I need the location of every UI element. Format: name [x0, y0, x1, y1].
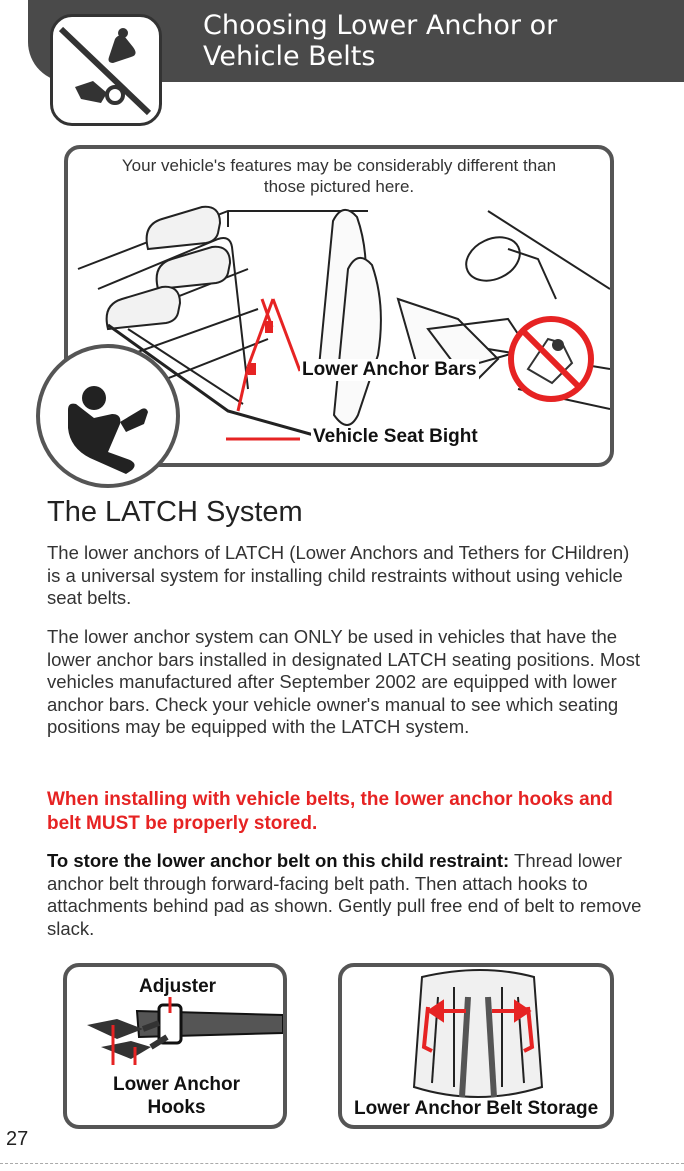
label-lower-anchor-bars: Lower Anchor Bars [302, 359, 477, 380]
no-forward-facing-icon [511, 319, 591, 399]
label-adjuster: Adjuster [139, 976, 217, 997]
page-bottom-rule [0, 1163, 684, 1164]
page-title [203, 10, 683, 72]
storage-warning: When installing with vehicle belts, the lower anchor hooks and belt MUST be properly stored. [47, 789, 613, 834]
hooks-label-line-1: Lower Anchor [113, 1074, 241, 1095]
hooks-label-line-2: Hooks [147, 1097, 206, 1118]
title-line-1: Choosing Lower Anchor or [203, 10, 558, 41]
rear-facing-infant-icon [36, 344, 180, 488]
latch-eligibility-paragraph: The lower anchor system can ONLY be used in vehicles that have the lower anchor bars installed in designated LATCH seating positions. Most vehicles manufactured after September 2002 are equipped with lower anchor bars. Check your vehicle owner's manual to see which seating positions may be equipped with the LATCH system. [47, 626, 640, 737]
note-line-2: those pictured here. [263, 177, 415, 196]
storage-instructions-paragraph [47, 850, 647, 940]
storage-instructions-lead: To store the lower anchor belt on this child restraint: [47, 850, 510, 871]
title-line-2: Vehicle Belts [203, 41, 376, 72]
storage-instructions-text: Thread lower anchor belt through forward-facing belt path. Then attach hooks to attachments behind pad as shown. Gently pull free end of belt to remove slack. [47, 850, 642, 939]
no-car-seat-belt-icon [50, 14, 162, 126]
note-line-1: Your vehicle's features may be considerably different than [121, 156, 557, 175]
lower-anchor-belt-figure [63, 963, 287, 1129]
page-number: 27 [6, 1128, 29, 1150]
latch-intro-paragraph: The lower anchors of LATCH (Lower Anchors and Tethers for CHildren) is a universal system for installing child restraints without using vehicle seat belts. [47, 542, 630, 608]
section-heading: The LATCH System [47, 496, 303, 528]
label-lower-anchor-hooks [113, 1073, 240, 1119]
label-vehicle-seat-bight: Vehicle Seat Bight [313, 426, 478, 447]
belt-storage-figure [338, 963, 614, 1129]
label-lower-anchor-belt-storage: Lower Anchor Belt Storage [354, 1098, 599, 1119]
